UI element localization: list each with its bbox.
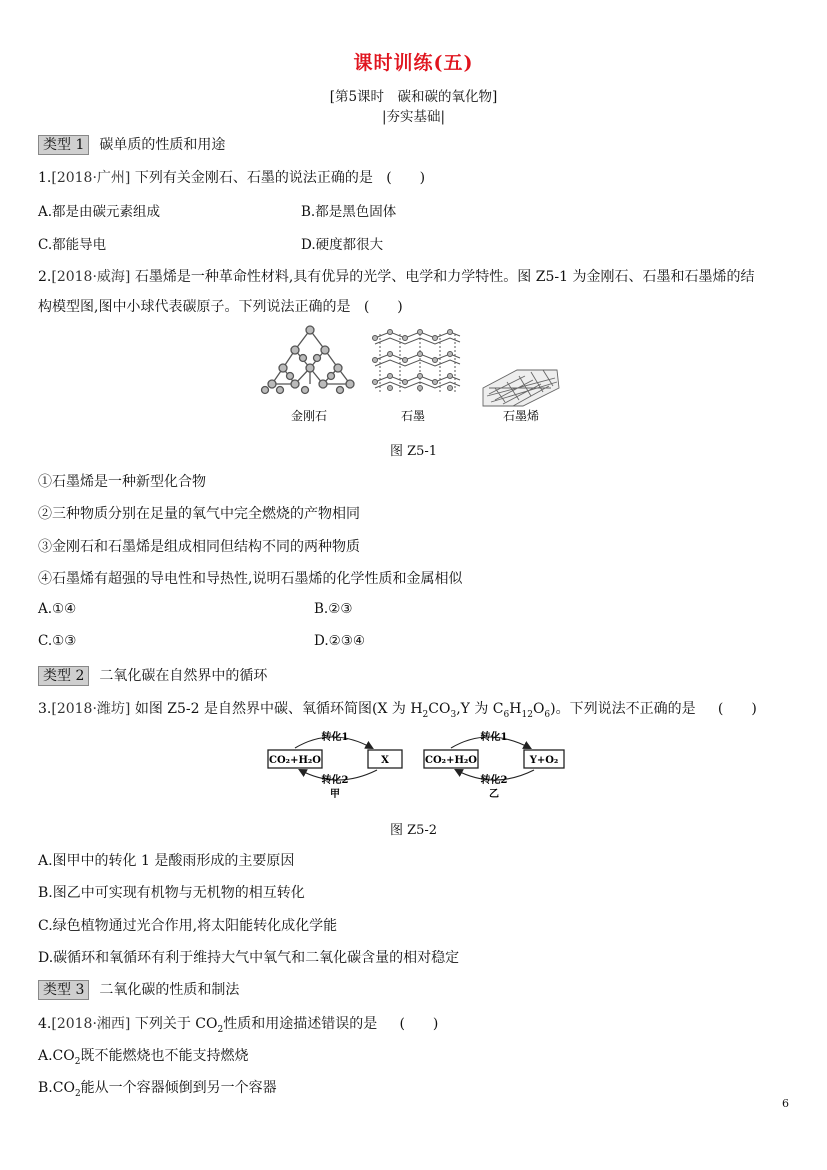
subscript: 6 — [503, 709, 510, 720]
q2-statement-3: ③金刚石和石墨烯是组成相同但结构不同的两种物质 — [38, 539, 360, 555]
figure-label-graphite: 石墨 — [401, 409, 426, 423]
q3-option-c: C.绿色植物通过光合作用,将太阳能转化成化学能 — [38, 918, 338, 934]
page-number: 6 — [782, 1097, 789, 1110]
question-4 — [38, 1013, 438, 1035]
q2-option-a: A.①④ — [38, 601, 77, 617]
answer-paren: ( ) — [717, 701, 757, 717]
question-2 — [38, 266, 754, 286]
q4-option-a — [38, 1045, 248, 1067]
type-title: 碳单质的性质和用途 — [99, 137, 226, 153]
subscript: 2 — [74, 1056, 81, 1067]
option-text: A.CO — [38, 1048, 75, 1064]
question-1 — [38, 167, 425, 187]
box-label: X — [381, 755, 389, 766]
q2-option-d: D.②③④ — [314, 633, 365, 649]
answer-paren: ( ) — [386, 170, 426, 186]
subscript: 2 — [422, 709, 429, 720]
graphite-model — [373, 330, 461, 393]
q1-option-c: C.都能导电 — [38, 237, 107, 253]
figure-label-graphene: 石墨烯 — [503, 409, 540, 423]
section-heading: |夯实基础| — [381, 109, 446, 125]
answer-paren: ( ) — [363, 299, 403, 315]
type-tag: 类型 1 — [38, 135, 89, 155]
arrow-label: 转化1 — [321, 732, 349, 743]
question-source: [2018·潍坊] — [51, 701, 131, 717]
question-2-line2 — [38, 296, 403, 316]
figure-caption-z5-2: 图 Z5-2 — [389, 823, 438, 838]
figure-z5-2 — [262, 728, 572, 800]
q3-option-b: B.图乙中可实现有机物与无机物的相互转化 — [38, 885, 305, 901]
box-label: CO₂+H₂O — [269, 755, 321, 766]
option-text: 既不能燃烧也不能支持燃烧 — [80, 1048, 249, 1064]
arrow-label: 转化2 — [480, 775, 508, 786]
question-text: O — [532, 701, 545, 717]
q1-option-a: A.都是由碳元素组成 — [38, 204, 161, 220]
q1-option-d: D.硬度都很大 — [301, 237, 384, 253]
type-title: 二氧化碳的性质和制法 — [99, 982, 240, 998]
option-text: B.CO — [38, 1080, 75, 1096]
question-source: [2018·广州] — [51, 170, 131, 186]
question-text: 性质和用途描述错误的是 — [223, 1016, 378, 1032]
question-number: 2. — [38, 269, 52, 285]
subscript: 6 — [544, 709, 551, 720]
q1-option-b: B.都是黑色固体 — [301, 204, 397, 220]
question-text-line1: 石墨烯是一种革命性材料,具有优异的光学、电学和力学特性。图 Z5-1 为金刚石、石墨和石墨烯的结 — [134, 269, 755, 285]
question-number: 4. — [38, 1016, 52, 1032]
answer-paren: ( ) — [399, 1016, 439, 1032]
question-text: ,Y 为 C — [456, 701, 504, 717]
q2-option-b: B.②③ — [314, 601, 353, 617]
question-text-line2: 构模型图,图中小球代表碳原子。下列说法正确的是 — [38, 299, 351, 315]
question-source: [2018·湘西] — [51, 1016, 131, 1032]
subscript: 2 — [74, 1088, 81, 1099]
subscript: 2 — [217, 1024, 224, 1035]
lesson-subtitle: [第5课时 碳和碳的氧化物] — [329, 89, 498, 105]
q4-option-b — [38, 1077, 277, 1099]
question-text: )。下列说法不正确的是 — [550, 701, 696, 717]
q2-option-c: C.①③ — [38, 633, 77, 649]
question-text: CO — [428, 701, 451, 717]
diagram-label: 甲 — [330, 789, 340, 800]
question-number: 3. — [38, 701, 52, 717]
figure-z5-1 — [255, 322, 575, 427]
type-3-heading — [38, 979, 239, 1000]
diamond-model — [262, 326, 355, 394]
q3-option-d: D.碳循环和氧循环有利于维持大气中氧气和二氧化碳含量的相对稳定 — [38, 950, 460, 966]
subscript: 3 — [450, 709, 457, 720]
type-1-heading — [38, 134, 225, 155]
type-tag: 类型 3 — [38, 980, 89, 1000]
diagram-label: 乙 — [489, 789, 499, 800]
type-2-heading — [38, 665, 267, 686]
cycle-diagram-a — [268, 730, 402, 800]
type-title: 二氧化碳在自然界中的循环 — [99, 668, 268, 684]
q3-option-a: A.图甲中的转化 1 是酸雨形成的主要原因 — [38, 853, 295, 869]
question-3 — [38, 698, 757, 720]
q2-statement-4: ④石墨烯有超强的导电性和导热性,说明石墨烯的化学性质和金属相似 — [38, 571, 463, 587]
subscript: 12 — [521, 709, 533, 720]
question-text: 下列关于 CO — [134, 1016, 218, 1032]
arrow-label: 转化2 — [321, 775, 349, 786]
question-text: 如图 Z5-2 是自然界中碳、氧循环简图(X 为 H — [134, 701, 423, 717]
page-title: 课时训练(五) — [353, 52, 474, 74]
question-text: 下列有关金刚石、石墨的说法正确的是 — [134, 170, 373, 186]
cycle-diagram-b — [424, 730, 564, 800]
box-label: Y+O₂ — [529, 755, 559, 766]
q2-statement-1: ①石墨烯是一种新型化合物 — [38, 474, 206, 490]
figure-caption-z5-1: 图 Z5-1 — [389, 444, 438, 459]
question-text: H — [509, 701, 522, 717]
box-label: CO₂+H₂O — [425, 755, 477, 766]
graphene-model — [483, 370, 559, 406]
q2-statement-2: ②三种物质分别在足量的氧气中完全燃烧的产物相同 — [38, 506, 360, 522]
option-text: 能从一个容器倾倒到另一个容器 — [80, 1080, 277, 1096]
question-source: [2018·威海] — [51, 269, 131, 285]
arrow-label: 转化1 — [480, 732, 508, 743]
question-number: 1. — [38, 170, 52, 186]
type-tag: 类型 2 — [38, 666, 89, 686]
figure-label-diamond: 金刚石 — [291, 409, 328, 423]
